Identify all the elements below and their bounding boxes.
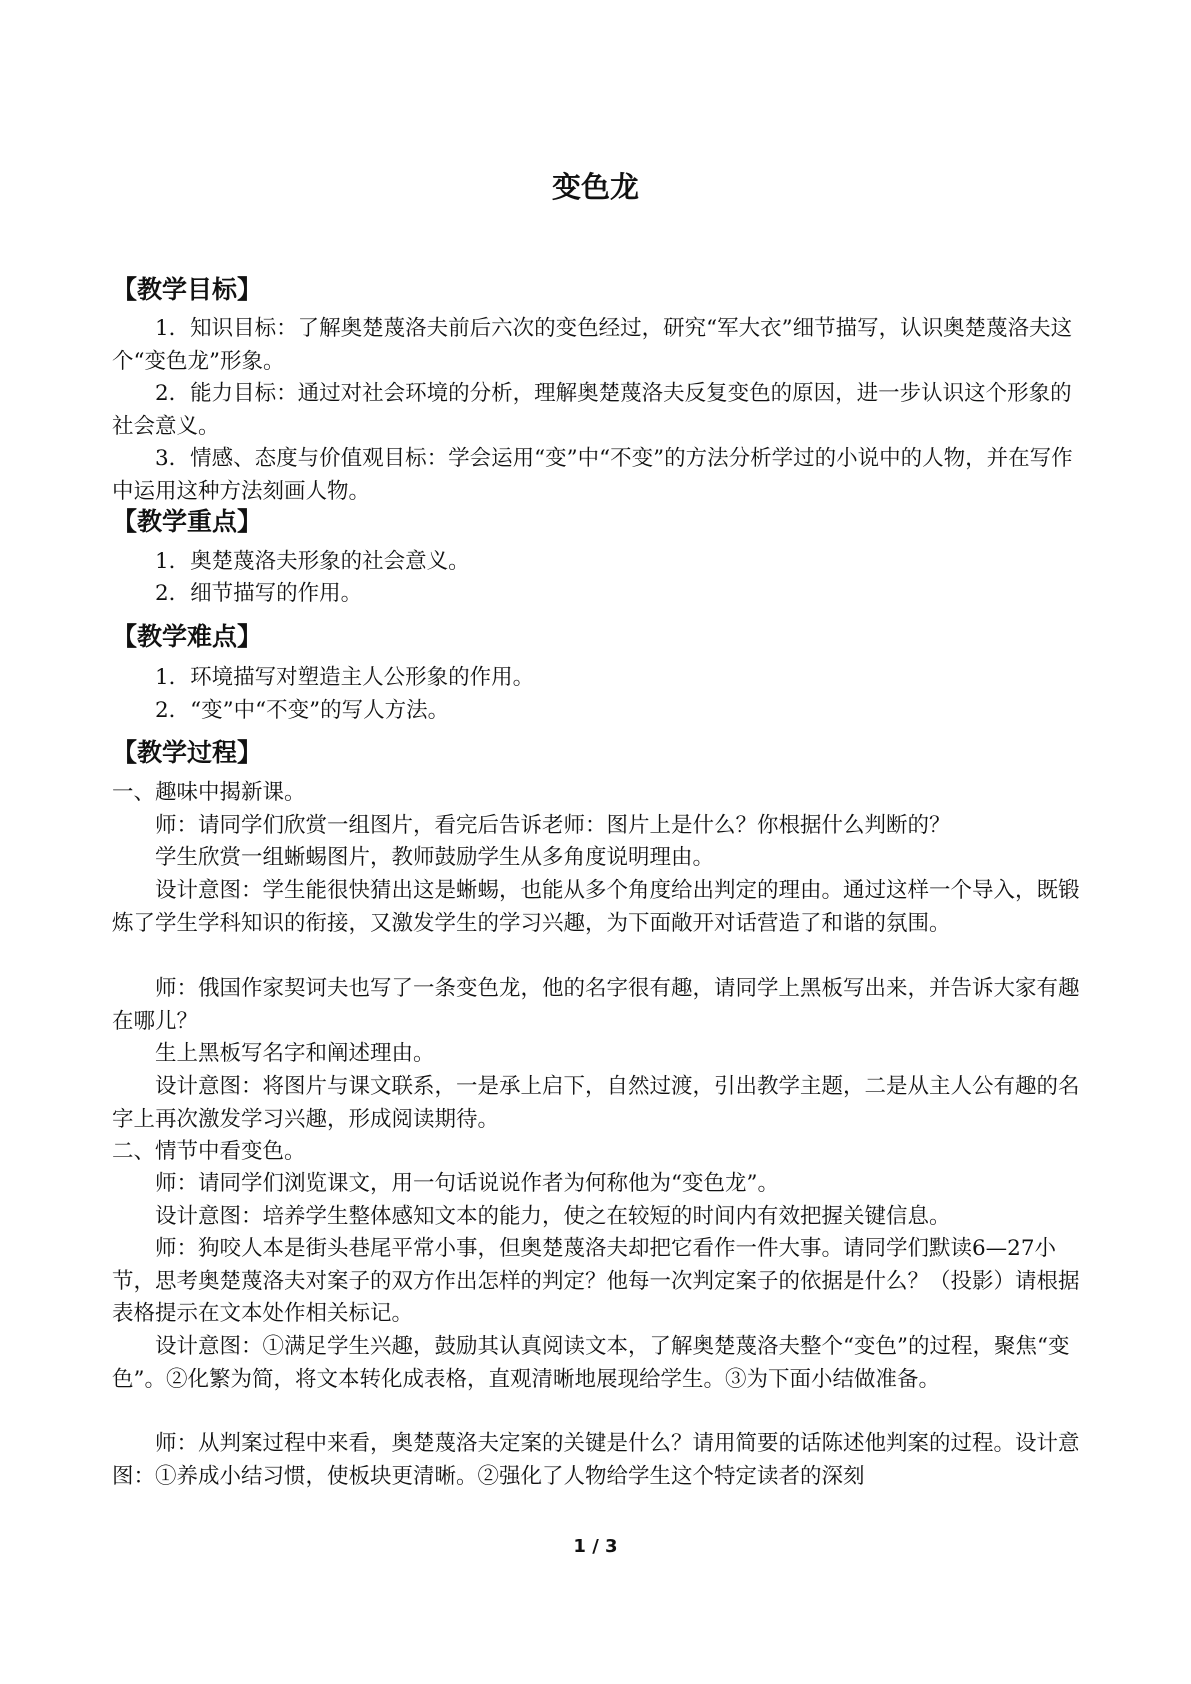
process-step-heading: 一、趣味中揭新课。 (112, 780, 306, 805)
process-paragraph: 设计意图：①满足学生兴趣，鼓励其认真阅读文本，了解奥楚蔑洛夫整个“变色”的过程，聚焦“变色”。②化繁为简，将文本转化成表格，直观清晰地展现给学生。③为下面小结做准备。 (112, 1334, 1070, 1392)
page-number: 1 / 3 (573, 1536, 618, 1557)
key-point-item: 1．奥楚蔑洛夫形象的社会意义。 (155, 549, 470, 574)
section-heading-key-points: 【教学重点】 (112, 507, 263, 536)
key-point-item: 2．细节描写的作用。 (155, 581, 363, 606)
difficulty-item: 2．“变”中“不变”的写人方法。 (155, 698, 450, 723)
section-heading-difficulties: 【教学难点】 (112, 622, 263, 651)
goal-item: 1．知识目标：了解奥楚蔑洛夫前后六次的变色经过，研究“军大衣”细节描写，认识奥楚蔑洛夫这个“变色龙”形象。 (112, 316, 1073, 374)
process-paragraph: 设计意图：培养学生整体感知文本的能力，使之在较短的时间内有效把握关键信息。 (155, 1204, 951, 1229)
process-paragraph: 设计意图：学生能很快猜出这是蜥蜴，也能从多个角度给出判定的理由。通过这样一个导入，既锻炼了学生学科知识的衔接，又激发学生的学习兴趣，为下面敞开对话营造了和谐的氛围。 (112, 878, 1080, 936)
process-paragraph: 师：狗咬人本是街头巷尾平常小事，但奥楚蔑洛夫却把它看作一件大事。请同学们默读6—27小节，思考奥楚蔑洛夫对案子的双方作出怎样的判定？他每一次判定案子的依据是什么？（投影）请根据表格提示在文本处作相关标记。 (112, 1236, 1080, 1326)
difficulty-item: 1．环境描写对塑造主人公形象的作用。 (155, 665, 535, 690)
process-paragraph: 师：请同学们欣赏一组图片，看完后告诉老师：图片上是什么？你根据什么判断的？ (155, 813, 951, 838)
process-paragraph: 师：俄国作家契诃夫也写了一条变色龙，他的名字很有趣，请同学上黑板写出来，并告诉大家有趣在哪儿？ (112, 976, 1080, 1034)
goal-item: 2．能力目标：通过对社会环境的分析，理解奥楚蔑洛夫反复变色的原因，进一步认识这个形象的社会意义。 (112, 381, 1072, 439)
section-heading-goals: 【教学目标】 (112, 275, 263, 304)
process-paragraph: 师：从判案过程中来看，奥楚蔑洛夫定案的关键是什么？请用简要的话陈述他判案的过程。设计意图：①养成小结习惯，使板块更清晰。②强化了人物给学生这个特定读者的深刻 (112, 1431, 1080, 1489)
process-paragraph: 学生欣赏一组蜥蜴图片，教师鼓励学生从多角度说明理由。 (155, 845, 715, 870)
goal-item: 3．情感、态度与价值观目标：学会运用“变”中“不变”的方法分析学过的小说中的人物，并在写作中运用这种方法刻画人物。 (112, 446, 1073, 504)
process-step-heading: 二、情节中看变色。 (112, 1139, 306, 1164)
document-title: 变色龙 (551, 170, 639, 204)
process-paragraph: 设计意图：将图片与课文联系，一是承上启下，自然过渡，引出教学主题，二是从主人公有趣的名字上再次激发学习兴趣，形成阅读期待。 (112, 1074, 1080, 1132)
process-paragraph: 师：请同学们浏览课文，用一句话说说作者为何称他为“变色龙”。 (155, 1171, 779, 1196)
section-heading-process: 【教学过程】 (112, 738, 263, 767)
process-paragraph: 生上黑板写名字和阐述理由。 (155, 1041, 435, 1066)
